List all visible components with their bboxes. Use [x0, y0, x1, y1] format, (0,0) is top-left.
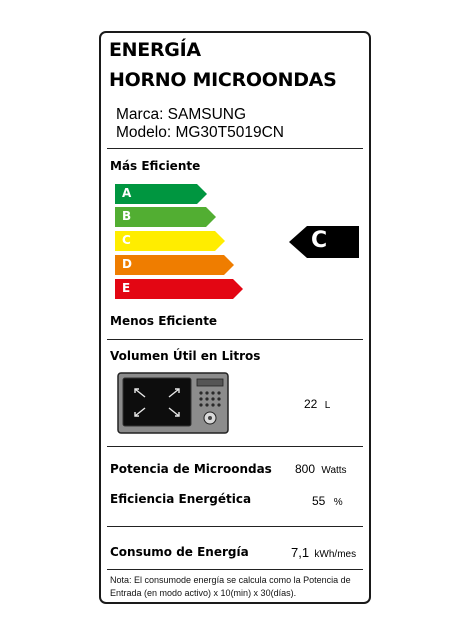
brand-text: Marca: SAMSUNG: [116, 106, 247, 123]
least-efficient-label: Menos Eficiente: [110, 314, 218, 328]
efficiency-value: 55: [312, 494, 326, 508]
energy-class-bar-d: [115, 255, 234, 275]
power-value-row: [295, 462, 347, 476]
divider: [107, 446, 363, 447]
energy-label: [99, 31, 371, 604]
energy-class-bar-c: [115, 231, 225, 251]
power-unit: Watts: [321, 465, 347, 476]
efficiency-unit: %: [333, 497, 343, 508]
volume-label: Volumen Útil en Litros: [110, 349, 261, 363]
energy-class-bar-a: [115, 184, 207, 204]
volume-value: 22: [304, 397, 318, 411]
energy-class-arrow: [115, 255, 234, 275]
divider: [107, 339, 363, 340]
microwave-icon: [117, 372, 229, 434]
energy-class-arrow: [115, 231, 225, 251]
energy-class-bar-e: [115, 279, 243, 299]
energy-class-bar-b: [115, 207, 216, 227]
rating-arrow: [289, 226, 359, 258]
rating-letter: C: [311, 228, 328, 253]
energy-class-letter: C: [122, 233, 131, 247]
label-title-appliance: HORNO MICROONDAS: [109, 69, 337, 91]
calculation-note: Nota: El consumode energía se calcula como la Potencia de Entrada (en modo activo) x 10(min) x 30(días).: [110, 575, 351, 598]
energy-class-letter: B: [122, 209, 132, 223]
energy-class-letter: E: [122, 281, 131, 295]
energy-class-letter: D: [122, 257, 132, 271]
model-text: Modelo: MG30T5019CN: [116, 124, 284, 141]
power-label: Potencia de Microondas: [110, 462, 272, 476]
efficiency-value-row: [312, 494, 343, 508]
power-value: 800: [295, 462, 316, 476]
consumption-value: 7,1: [291, 545, 310, 560]
consumption-value-row: [291, 545, 356, 560]
volume-unit: L: [324, 400, 331, 411]
most-efficient-label: Más Eficiente: [110, 159, 201, 173]
divider: [107, 526, 363, 527]
divider: [107, 148, 363, 149]
label-title-energy: ENERGÍA: [109, 39, 201, 61]
efficiency-label: Eficiencia Energética: [110, 492, 252, 506]
energy-class-arrow: [115, 279, 243, 299]
divider: [107, 569, 363, 570]
volume-value-row: [304, 397, 330, 411]
consumption-unit: kWh/mes: [314, 549, 357, 560]
energy-class-letter: A: [122, 186, 132, 200]
consumption-label: Consumo de Energía: [110, 545, 249, 559]
